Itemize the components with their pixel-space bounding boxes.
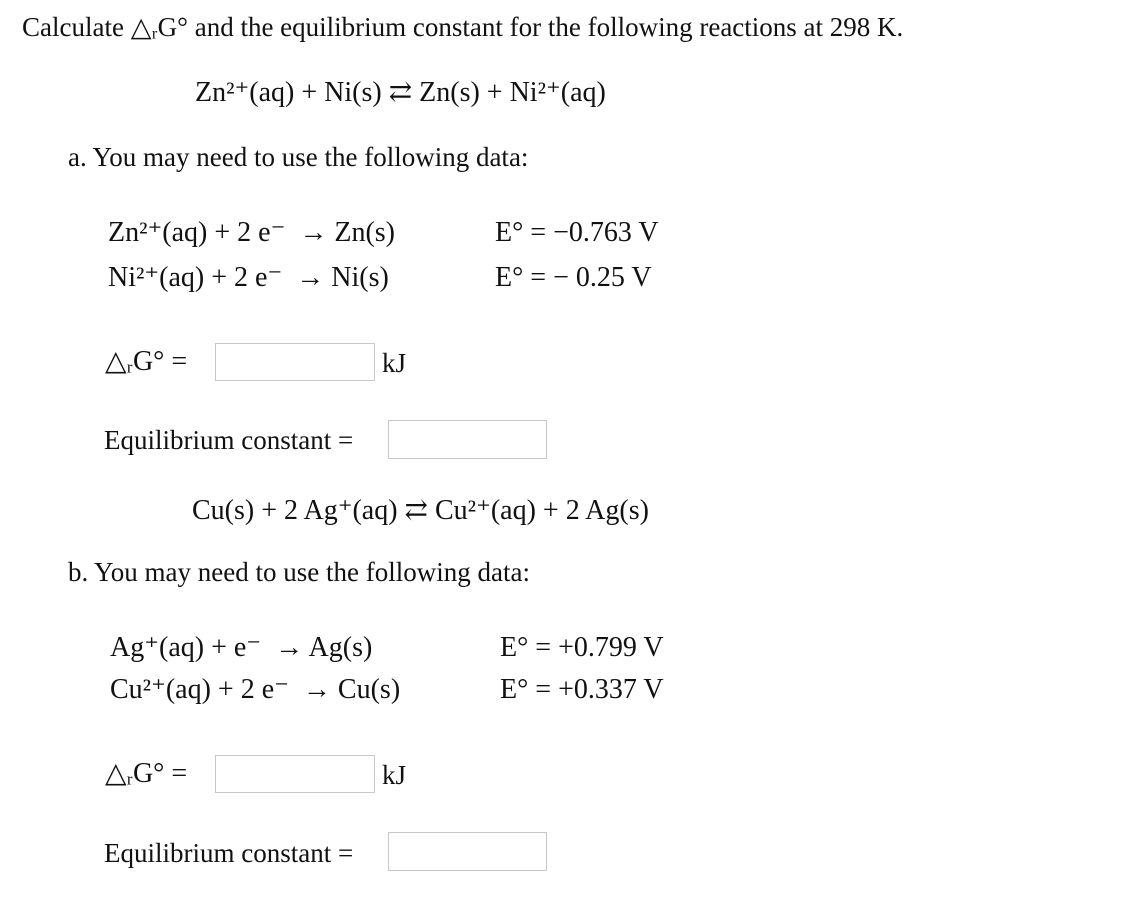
k-label-a: Equilibrium constant = bbox=[104, 425, 354, 455]
half-reaction-b1: Ag⁺(aq) + e⁻ → Ag(s) bbox=[110, 632, 373, 663]
potential-b1: E° = +0.799 V bbox=[500, 632, 664, 663]
reaction-b: Cu(s) + 2 Ag⁺(aq) ⇄ Cu²⁺(aq) + 2 Ag(s) bbox=[192, 495, 649, 526]
delta-g-label-a: △ᵣG° = bbox=[105, 346, 188, 377]
delta-g-input-a[interactable] bbox=[215, 343, 375, 381]
delta-g-input-b[interactable] bbox=[215, 755, 375, 793]
reaction-a: Zn²⁺(aq) + Ni(s) ⇄ Zn(s) + Ni²⁺(aq) bbox=[195, 77, 606, 108]
half-reaction-a1: Zn²⁺(aq) + 2 e⁻ → Zn(s) bbox=[108, 217, 395, 248]
delta-g-unit-b: kJ bbox=[382, 760, 407, 790]
half-reaction-b2: Cu²⁺(aq) + 2 e⁻ → Cu(s) bbox=[110, 674, 401, 705]
part-b-intro: b. You may need to use the following data: bbox=[68, 557, 530, 587]
potential-a2: E° = − 0.25 V bbox=[495, 262, 652, 293]
delta-g-label-b: △ᵣG° = bbox=[105, 758, 188, 789]
potential-a1: E° = −0.763 V bbox=[495, 217, 659, 248]
part-a-intro: a. You may need to use the following data: bbox=[68, 142, 529, 172]
potential-b2: E° = +0.337 V bbox=[500, 674, 664, 705]
k-label-b: Equilibrium constant = bbox=[104, 838, 354, 868]
half-reaction-a2: Ni²⁺(aq) + 2 e⁻ → Ni(s) bbox=[108, 262, 389, 293]
delta-g-unit-a: kJ bbox=[382, 348, 407, 378]
prompt-text: Calculate △ᵣG° and the equilibrium constant for the following reactions at 298 K. bbox=[22, 12, 904, 42]
k-input-a[interactable] bbox=[388, 420, 547, 459]
k-input-b[interactable] bbox=[388, 832, 547, 871]
